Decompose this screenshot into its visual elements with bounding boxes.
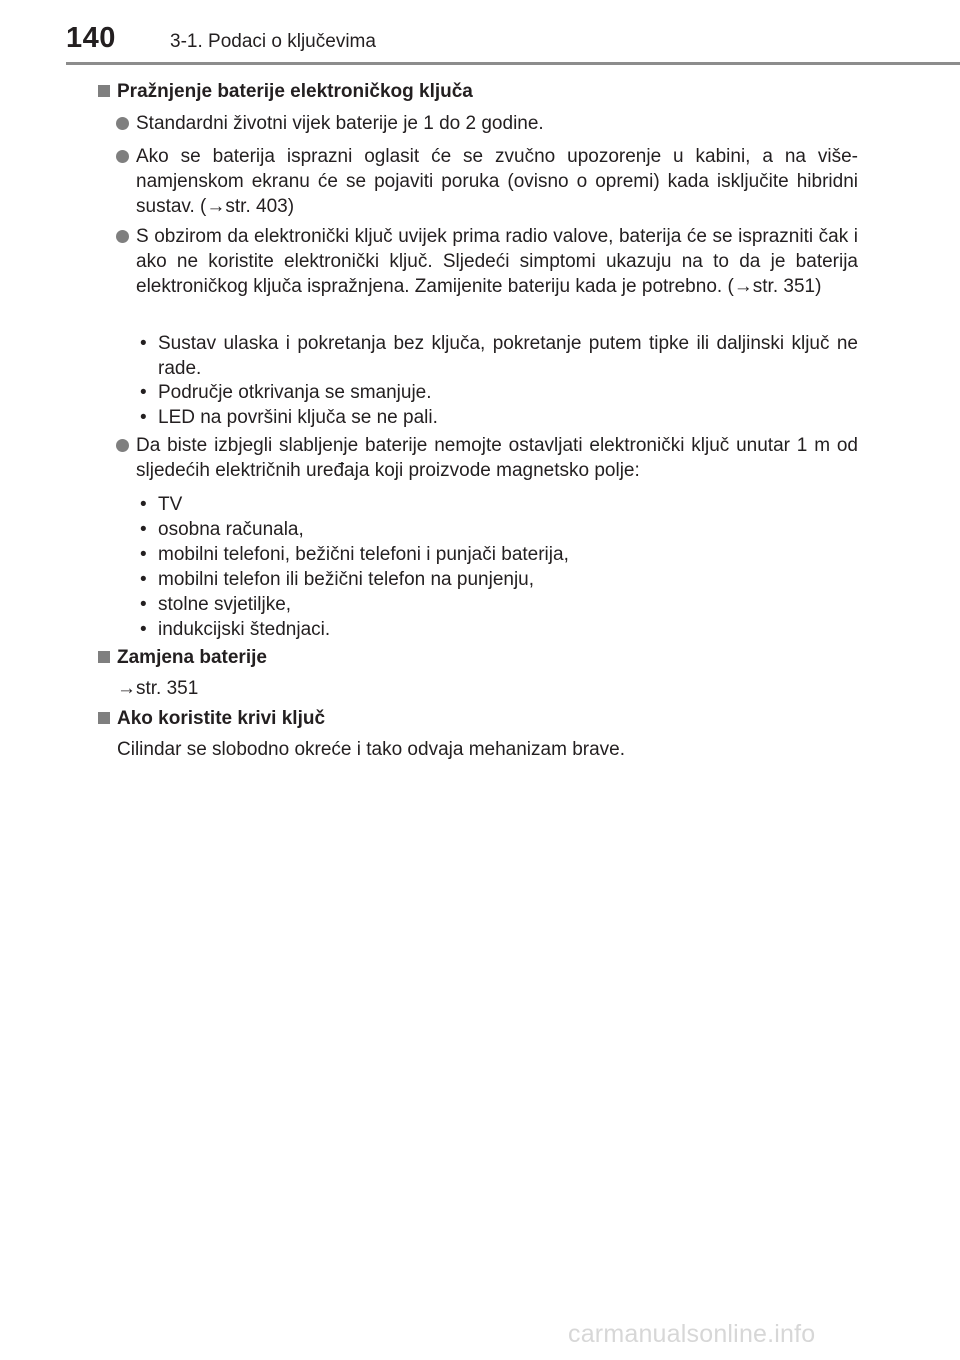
paragraph-magnetic-field: [136, 433, 858, 483]
bullet-icon: •: [140, 594, 147, 615]
heading-text: Pražnjenje baterije elektroničkog ključa: [117, 81, 473, 102]
wrong-key-description: Cilindar se slobodno okreće i tako odvaja mehanizam brave.: [117, 739, 625, 760]
heading-text: Ako koristite krivi ključ: [117, 708, 326, 729]
paragraph-text: Ako se baterija isprazni oglasit će se zvučno upozorenje u kabini, a na više-namjenskom ekranu će se pojaviti poruka (ovisno o opremi) kada isključite hibridni sustav. (→str. 403): [136, 146, 858, 217]
section-title: 3-1. Podaci o ključevima: [170, 31, 376, 52]
round-bullet-icon: [116, 230, 129, 243]
list-item-device: [140, 617, 858, 642]
list-item-text: Sustav ulaska i pokretanja bez ključa, pokretanje putem tipke ili daljinski ključ ne rade.: [158, 333, 858, 379]
bullet-icon: •: [140, 333, 147, 354]
square-bullet-icon: [98, 712, 110, 724]
list-item-symptom: [140, 331, 858, 381]
heading-battery-depletion: [98, 81, 473, 103]
paragraph-text: Da biste izbjegli slabljenje baterije nemojte ostavljati elektronički ključ unutar 1 m od sljedećih električnih uređaja koji proizvode magnetsko polje:: [136, 435, 858, 481]
heading-battery-replacement: [98, 647, 267, 669]
list-item-symptom: [140, 405, 858, 430]
list-item-device: [140, 592, 858, 617]
square-bullet-icon: [98, 85, 110, 97]
list-item-symptom: [140, 380, 858, 405]
round-bullet-icon: [116, 439, 129, 452]
list-item-device: [140, 517, 858, 542]
bullet-icon: •: [140, 569, 147, 590]
bullet-icon: •: [140, 382, 147, 403]
page-number: 140: [66, 22, 116, 54]
round-bullet-icon: [116, 150, 129, 163]
bullet-icon: •: [140, 619, 147, 640]
heading-wrong-key: [98, 708, 325, 730]
bullet-icon: •: [140, 407, 147, 428]
paragraph-text: Standardni životni vijek baterije je 1 do 2 godine.: [136, 113, 544, 134]
list-item-text: LED na površini ključa se ne pali.: [158, 407, 438, 428]
paragraph-battery-life: [136, 111, 858, 136]
round-bullet-icon: [116, 117, 129, 130]
paragraph-text: S obzirom da elektronički ključ uvijek prima radio valove, baterija će se isprazniti čak i ako ne koristite elektronički ključ. Sljedeći simptomi ukazuju na to da je baterija elektroničkog ključa ispražnjena. Zamijenite bateriju kada je potrebno. (→str. 351): [136, 226, 858, 297]
list-item-device: [140, 567, 858, 592]
heading-text: Zamjena baterije: [117, 647, 267, 668]
header-divider: [66, 62, 960, 65]
list-item-text: mobilni telefoni, bežični telefoni i punjači baterija,: [158, 544, 569, 565]
page-header: [0, 0, 960, 64]
list-item-text: stolne svjetiljke,: [158, 594, 292, 615]
bullet-icon: •: [140, 494, 147, 515]
paragraph-warning: [136, 144, 858, 219]
list-item-text: mobilni telefon ili bežični telefon na punjenju,: [158, 569, 535, 590]
list-item-text: osobna računala,: [158, 519, 304, 540]
page-reference-link[interactable]: →str. 351: [117, 678, 199, 699]
paragraph-radio-waves: [136, 224, 858, 299]
list-item-device: [140, 492, 858, 517]
bullet-icon: •: [140, 544, 147, 565]
list-item-text: TV: [158, 494, 183, 515]
list-item-text: indukcijski štednjaci.: [158, 619, 331, 640]
square-bullet-icon: [98, 651, 110, 663]
list-item-device: [140, 542, 858, 567]
bullet-icon: •: [140, 519, 147, 540]
watermark: carmanualsonline.info: [568, 1320, 816, 1348]
list-item-text: Područje otkrivanja se smanjuje.: [158, 382, 432, 403]
